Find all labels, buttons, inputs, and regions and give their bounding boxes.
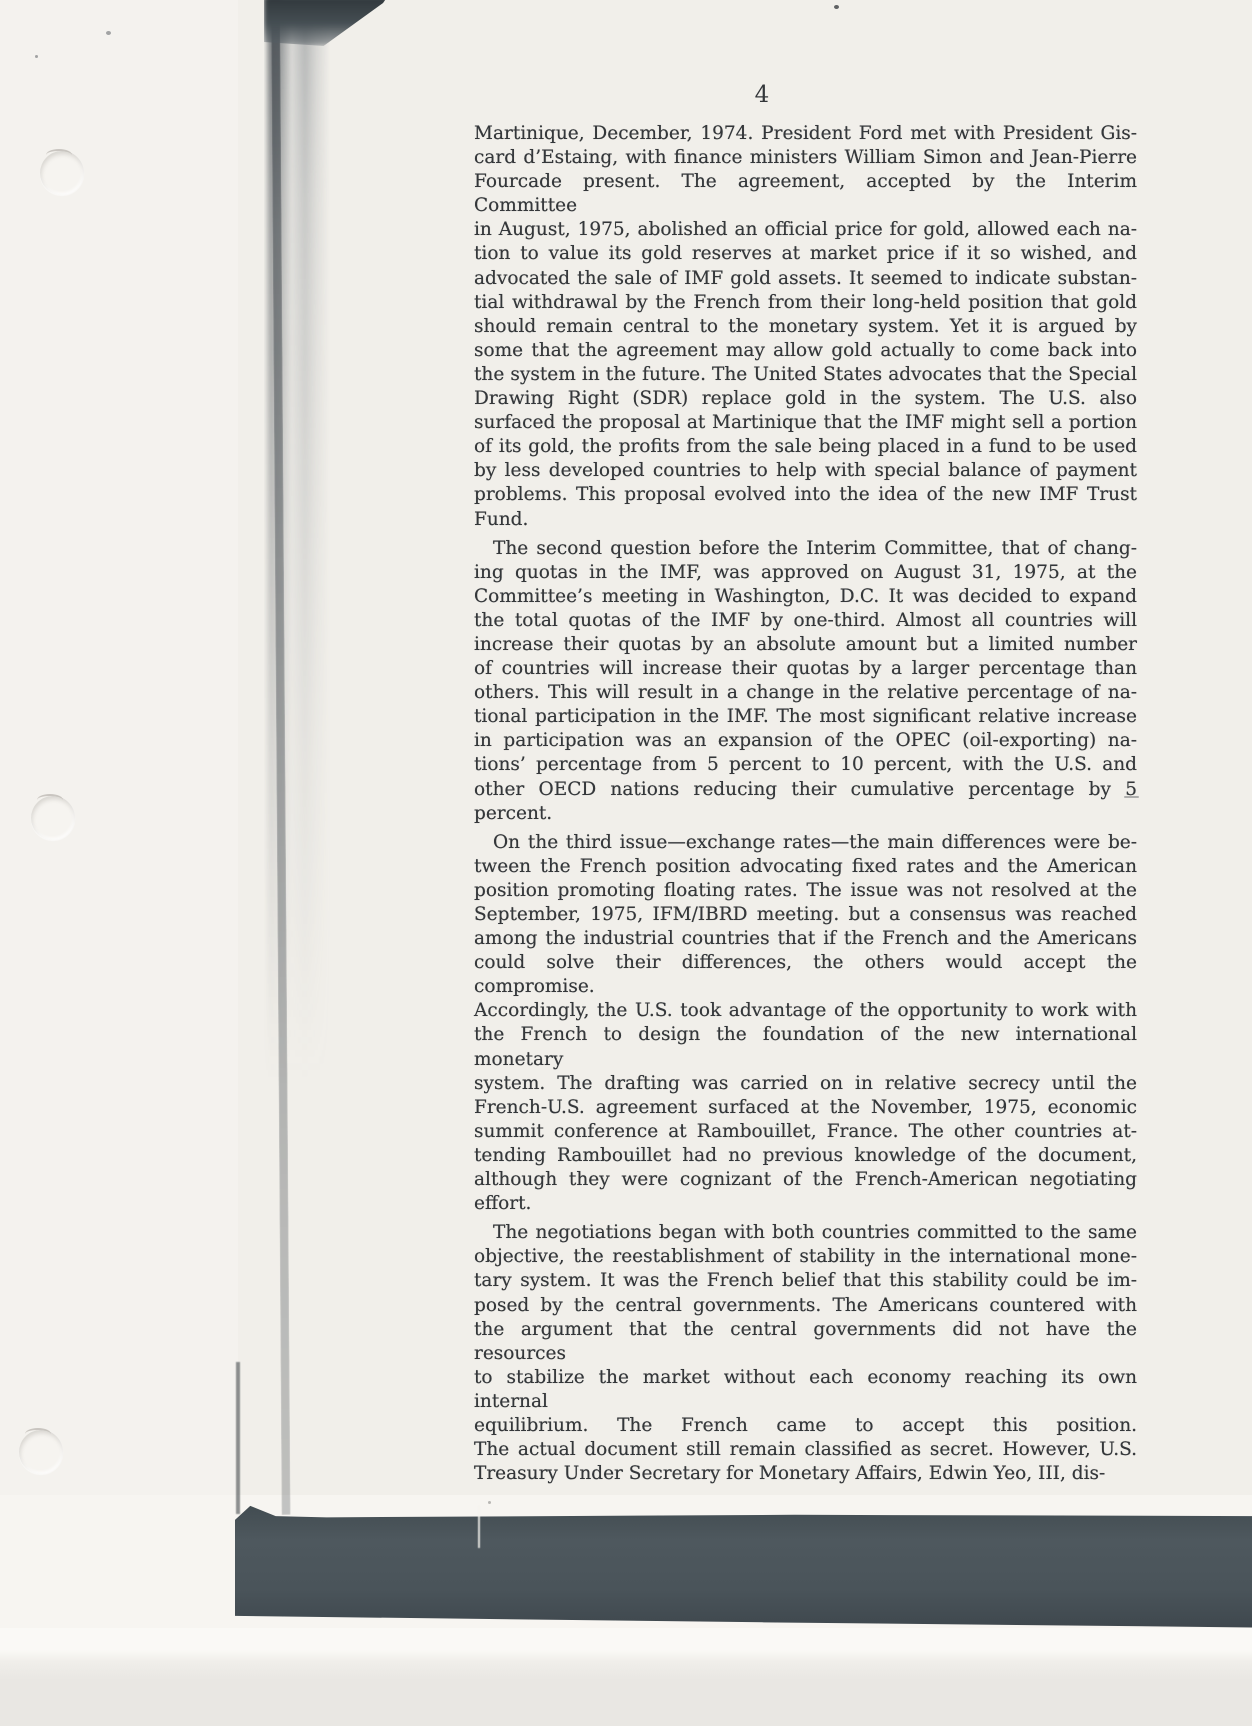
text-line: summit conference at Rambouillet, France. The other countries at-: [474, 1120, 1137, 1142]
text-line: advocated the sale of IMF gold assets. It seemed to indicate substan-: [474, 267, 1137, 289]
text-line: tion to value its gold reserves at market price if it so wished, and: [474, 243, 1137, 265]
binder-hole-bottom: [19, 1430, 63, 1474]
text-line: the total quotas of the IMF by one-third. Almost all countries will: [474, 609, 1137, 631]
text-line: system. The drafting was carried on in relative secrecy until the: [474, 1072, 1137, 1094]
text-line: The second question before the Interim Committee, that of chang-: [493, 537, 1137, 559]
page-number: 4: [754, 82, 770, 108]
text-line: to stabilize the market without each economy reaching its own internal: [474, 1366, 1137, 1412]
text-line: some that the agreement may allow gold actually to come back into: [474, 339, 1137, 361]
text-line: surfaced the proposal at Martinique that the IMF might sell a portion: [474, 412, 1137, 434]
text-line: On the third issue—exchange rates—the main differences were be-: [493, 831, 1137, 853]
text-line: Drawing Right (SDR) replace gold in the system. The U.S. also: [474, 388, 1137, 410]
text-line: problems. This proposal evolved into the idea of the new IMF Trust: [474, 484, 1137, 506]
text-line: Martinique, December, 1974. President Ford met with President Gis-: [474, 123, 1137, 144]
text-line: Treasury Under Secretary for Monetary Affairs, Edwin Yeo, III, dis-: [474, 1463, 1106, 1485]
paragraph: [474, 122, 1137, 532]
text-line: Fund.: [474, 508, 529, 530]
text-line: the system in the future. The United States advocates that the Special: [474, 363, 1137, 385]
toner-blob-top: [264, 0, 388, 46]
text-line: the French to design the foundation of the new international monetary: [474, 1024, 1137, 1070]
text-line: among the industrial countries that if the French and the Americans: [474, 928, 1137, 950]
binder-hole-top: [40, 151, 84, 195]
scan-speck: [35, 55, 38, 58]
text-line: posed by the central governments. The Americans countered with: [474, 1294, 1137, 1316]
text-line: September, 1975, IFM/IBRD meeting. but a consensus was reached: [474, 904, 1137, 925]
text-line: could solve their differences, the others would accept the compromise.: [474, 952, 1137, 998]
paragraph: [474, 1221, 1137, 1486]
text-line: position promoting floating rates. The issue was not resolved at the: [474, 879, 1137, 901]
text-line: tions’ percentage from 5 percent to 10 percent, with the U.S. and: [474, 754, 1137, 776]
text-line: of countries will increase their quotas by a larger percentage than: [474, 658, 1137, 680]
text-line: equilibrium. The French came to accept this position.: [474, 1414, 1137, 1436]
text-line: tary system. It was the French belief that this stability could be im-: [474, 1270, 1137, 1292]
text-line: by less developed countries to help with special balance of payment: [474, 460, 1137, 482]
text-line: tending Rambouillet had no previous knowledge of the document,: [474, 1144, 1137, 1166]
text-line: Fourcade present. The agreement, accepted by the Interim Committee: [474, 171, 1137, 217]
text-line: effort.: [474, 1193, 532, 1215]
text-line: other OECD nations reducing their cumulative percentage by 5: [474, 778, 1137, 800]
text-line: percent.: [474, 802, 553, 824]
text-line: card d’Estaing, with finance ministers William Simon and Jean-Pierre: [474, 147, 1137, 169]
page-edge-line: [236, 1362, 240, 1514]
band-crack-line: [478, 1506, 480, 1548]
text-line: The negotiations began with both countries committed to the same: [493, 1222, 1137, 1244]
photocopy-dark-band: [235, 1502, 1252, 1630]
text-line: The actual document still remain classified as secret. However, U.S.: [474, 1439, 1137, 1461]
paragraph: [474, 537, 1137, 826]
text-line: French-U.S. agreement surfaced at the November, 1975, economic: [474, 1096, 1137, 1118]
text-line: in August, 1975, abolished an official price for gold, allowed each na-: [474, 219, 1137, 241]
binder-hole-middle: [31, 796, 75, 840]
text-line: ing quotas in the IMF, was approved on August 31, 1975, at the: [474, 561, 1137, 583]
text-line: tional participation in the IMF. The most significant relative increase: [474, 706, 1137, 728]
paragraph: [474, 831, 1137, 1217]
text-line: objective, the reestablishment of stability in the international mone-: [474, 1246, 1137, 1268]
scan-speck: [488, 1501, 491, 1504]
text-line: tween the French position advocating fixed rates and the American: [474, 855, 1137, 877]
text-line: although they were cognizant of the French-American negotiating: [474, 1169, 1137, 1191]
text-line: of its gold, the profits from the sale being placed in a fund to be used: [474, 436, 1137, 458]
body-text: [474, 122, 1137, 1486]
bottom-paper-area: [0, 1628, 1252, 1726]
text-line: Accordingly, the U.S. took advantage of the opportunity to work with: [474, 1000, 1137, 1022]
text-line: should remain central to the monetary system. Yet it is argued by: [474, 315, 1137, 337]
scan-speck: [106, 31, 111, 35]
text-line: in participation was an expansion of the OPEC (oil-exporting) na-: [474, 730, 1137, 752]
scan-speck: [834, 5, 839, 9]
text-line: tial withdrawal by the French from their long-held position that gold: [474, 291, 1137, 313]
text-line: others. This will result in a change in the relative percentage of na-: [474, 682, 1137, 704]
text-line: increase their quotas by an absolute amount but a limited number: [474, 633, 1137, 655]
text-line: Committee’s meeting in Washington, D.C. It was decided to expand: [474, 585, 1137, 607]
text-line: the argument that the central governments did not have the resources: [474, 1318, 1137, 1364]
